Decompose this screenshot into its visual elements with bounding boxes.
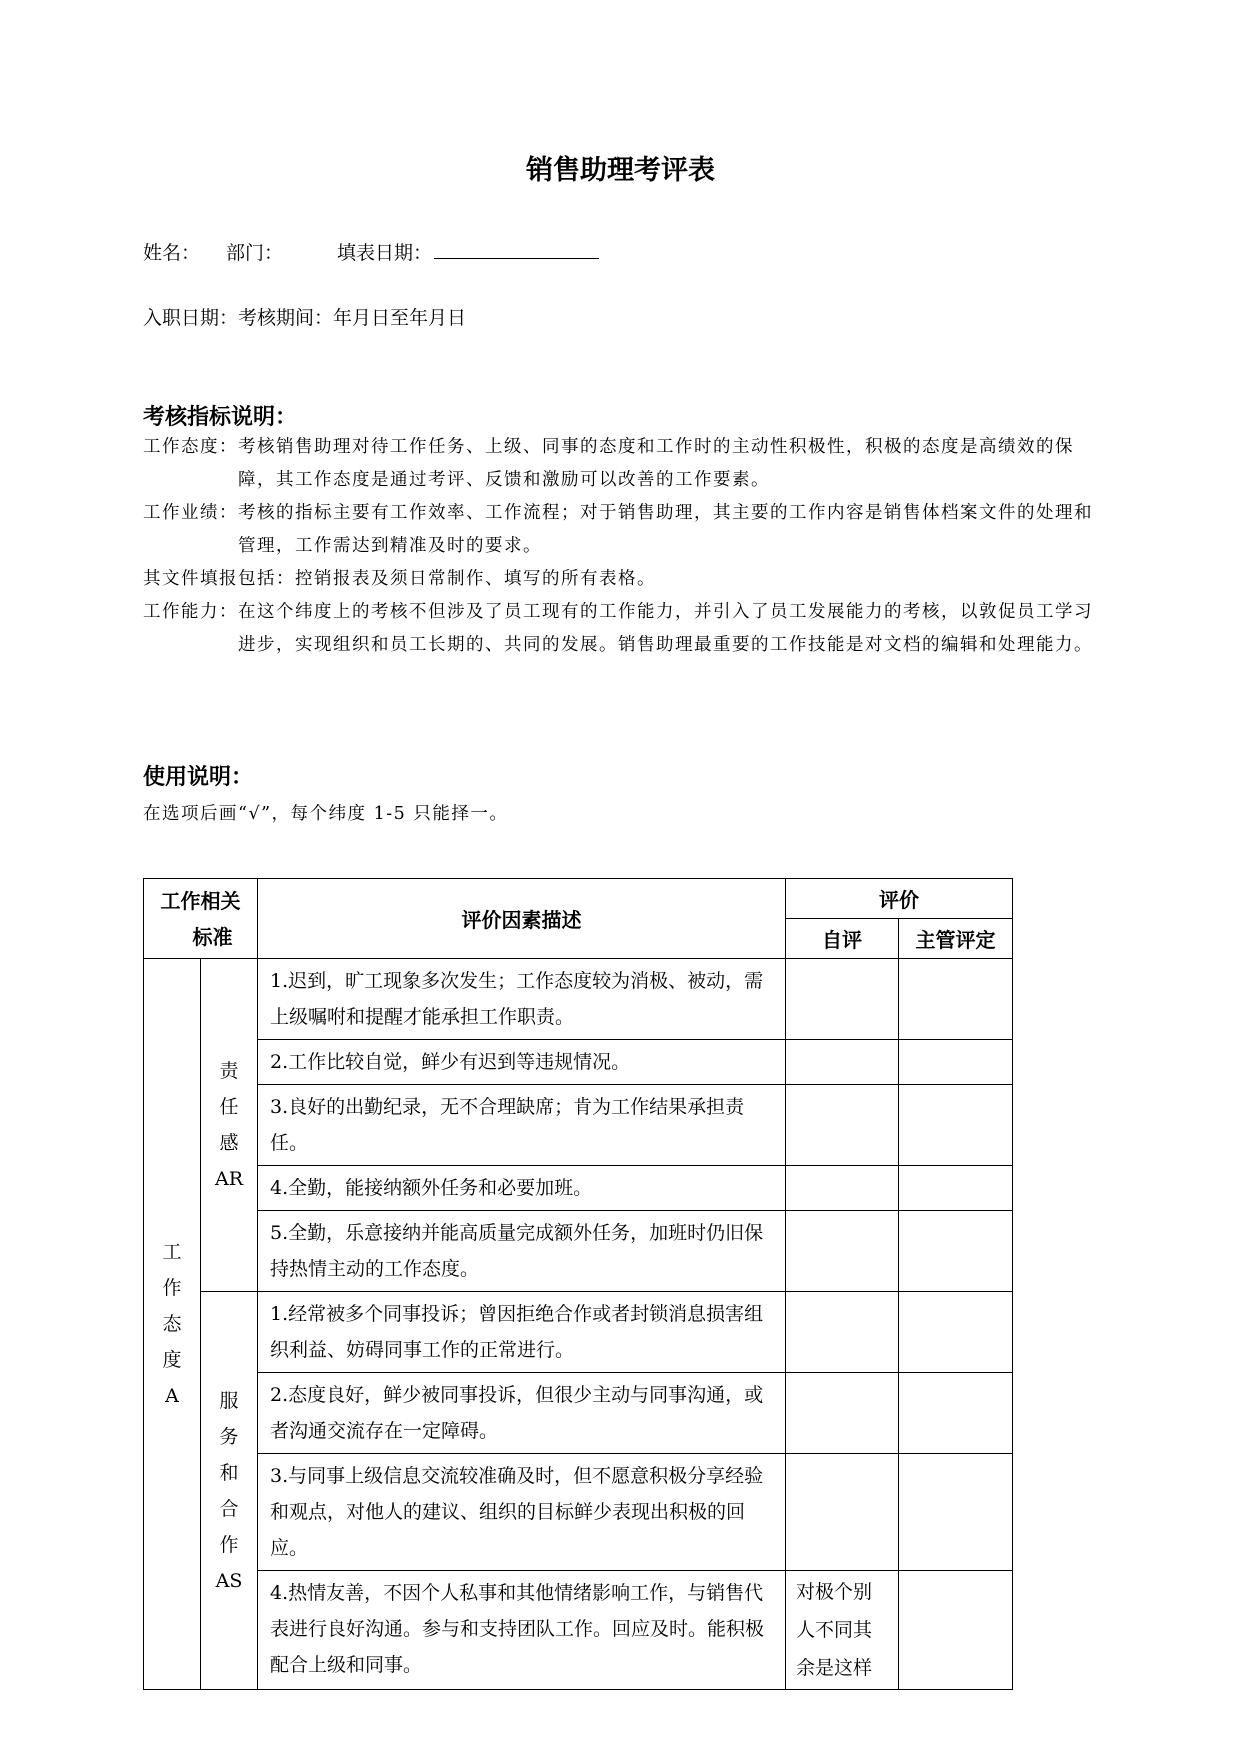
manager-eval-cell[interactable] bbox=[899, 959, 1013, 1040]
category-char: 作 bbox=[162, 1277, 182, 1299]
manager-eval-cell[interactable] bbox=[899, 1166, 1013, 1211]
sub-char: AS bbox=[215, 1569, 243, 1592]
usage-heading: 使用说明： bbox=[143, 765, 254, 790]
sub-char: 和 bbox=[219, 1461, 239, 1484]
ar-description-4: 4.全勤，能接纳额外任务和必要加班。 bbox=[258, 1166, 786, 1211]
ar-description-2: 2.工作比较自觉，鲜少有迟到等违规情况。 bbox=[258, 1040, 786, 1085]
table-row bbox=[144, 1292, 1013, 1373]
info-line-1 bbox=[143, 238, 599, 265]
table-row bbox=[144, 1040, 1013, 1085]
attitude-text: 考核销售助理对待工作任务、上级、同事的态度和工作时的主动性积极性，积极的态度是高绩效的保障，其工作态度是通过考评、反馈和激励可以改善的工作要素。 bbox=[238, 437, 1074, 490]
self-eval-header: 自评 bbox=[786, 919, 899, 959]
dept-label: 部门： bbox=[226, 242, 284, 264]
files-paragraph bbox=[143, 563, 1108, 596]
ability-label: 工作能力： bbox=[143, 602, 238, 622]
self-eval-cell[interactable] bbox=[786, 1211, 899, 1292]
as-description-4: 4.热情友善，不因个人私事和其他情绪影响工作，与销售代表进行良好沟通。参与和支持团队工作。回应及时。能积极配合上级和同事。 bbox=[258, 1571, 786, 1690]
self-eval-cell[interactable] bbox=[786, 1454, 899, 1571]
sub-category-responsibility bbox=[201, 959, 258, 1292]
manager-eval-cell[interactable] bbox=[899, 1085, 1013, 1166]
sub-char: 感 bbox=[219, 1132, 239, 1154]
header-row-1 bbox=[144, 879, 1013, 919]
category-char: 工 bbox=[162, 1241, 182, 1263]
performance-text: 考核的指标主要有工作效率、工作流程；对于销售助理，其主要的工作内容是销售体档案文件的处理和管理，工作需达到精准及时的要求。 bbox=[238, 503, 1093, 556]
evaluation-table bbox=[143, 878, 1013, 1690]
as-description-3: 3.与同事上级信息交流较准确及时，但不愿意积极分享经验和观点，对他人的建议、组织的目标鲜少表现出积极的回应。 bbox=[258, 1454, 786, 1571]
sub-char: 合 bbox=[219, 1497, 239, 1520]
manager-eval-cell[interactable] bbox=[899, 1040, 1013, 1085]
standard-header-line1: 工作相关 bbox=[160, 888, 241, 913]
self-eval-cell[interactable] bbox=[786, 1085, 899, 1166]
indicators-heading: 考核指标说明： bbox=[143, 405, 298, 430]
table-row bbox=[144, 959, 1013, 1040]
table-row bbox=[144, 1454, 1013, 1571]
name-label: 姓名： bbox=[143, 242, 201, 264]
sub-category-service bbox=[201, 1292, 258, 1690]
category-char: 态 bbox=[162, 1313, 182, 1335]
evaluation-header: 评价 bbox=[786, 879, 1013, 919]
ar-description-1: 1.迟到，旷工现象多次发生；工作态度较为消极、被动，需上级嘱咐和提醒才能承担工作职责。 bbox=[258, 959, 786, 1040]
attitude-label: 工作态度： bbox=[143, 437, 238, 457]
manager-eval-cell[interactable] bbox=[899, 1373, 1013, 1454]
manager-eval-cell[interactable] bbox=[899, 1571, 1013, 1690]
category-attitude bbox=[144, 959, 201, 1690]
table-row bbox=[144, 1211, 1013, 1292]
description-header: 评价因素描述 bbox=[258, 879, 786, 959]
fill-date-field[interactable] bbox=[434, 238, 599, 259]
self-eval-cell[interactable] bbox=[786, 1373, 899, 1454]
info-line-2: 入职日期：考核期间：年月日至年月日 bbox=[143, 307, 467, 329]
files-text: 其文件填报包括：控销报表及须日常制作、填写的所有表格。 bbox=[143, 569, 656, 589]
as-description-2: 2.态度良好，鲜少被同事投诉，但很少主动与同事沟通，或者沟通交流存在一定障碍。 bbox=[258, 1373, 786, 1454]
category-char: A bbox=[165, 1385, 179, 1407]
table-row bbox=[144, 1085, 1013, 1166]
self-eval-cell[interactable] bbox=[786, 1292, 899, 1373]
self-eval-cell[interactable] bbox=[786, 1166, 899, 1211]
standard-header bbox=[144, 879, 258, 959]
usage-text: 在选项后画“√”，每个纬度 1-5 只能择一。 bbox=[143, 804, 509, 824]
ar-description-3: 3.良好的出勤纪录，无不合理缺席；肯为工作结果承担责任。 bbox=[258, 1085, 786, 1166]
table-row bbox=[144, 1166, 1013, 1211]
sub-char: 责 bbox=[219, 1060, 239, 1082]
performance-paragraph bbox=[143, 497, 1108, 563]
manager-eval-cell[interactable] bbox=[899, 1454, 1013, 1571]
ability-text: 在这个纬度上的考核不但涉及了员工现有的工作能力，并引入了员工发展能力的考核，以敦促员工学习进步，实现组织和员工长期的、共同的发展。销售助理最重要的工作技能是对文档的编辑和处理能力。 bbox=[238, 602, 1093, 655]
sub-char: 服 bbox=[219, 1389, 239, 1412]
category-char: 度 bbox=[162, 1349, 182, 1371]
sub-char: 务 bbox=[219, 1425, 239, 1448]
manager-eval-cell[interactable] bbox=[899, 1211, 1013, 1292]
page-title: 销售助理考评表 bbox=[526, 155, 715, 186]
indicators-section bbox=[143, 431, 1108, 662]
manager-eval-header: 主管评定 bbox=[899, 919, 1013, 959]
sub-char: 任 bbox=[219, 1096, 239, 1118]
sub-char: 作 bbox=[219, 1533, 239, 1556]
ar-description-5: 5.全勤，乐意接纳并能高质量完成额外任务，加班时仍旧保持热情主动的工作态度。 bbox=[258, 1211, 786, 1292]
attitude-paragraph bbox=[143, 431, 1108, 497]
as-description-1: 1.经常被多个同事投诉；曾因拒绝合作或者封锁消息损害组织利益、妨碍同事工作的正常进行。 bbox=[258, 1292, 786, 1373]
fill-date-label: 填表日期： bbox=[337, 242, 433, 264]
table-row bbox=[144, 1373, 1013, 1454]
self-eval-cell[interactable] bbox=[786, 959, 899, 1040]
ability-paragraph bbox=[143, 596, 1108, 662]
standard-header-line2: 标准 bbox=[192, 924, 233, 949]
sub-char: AR bbox=[214, 1168, 244, 1190]
manager-eval-cell[interactable] bbox=[899, 1292, 1013, 1373]
performance-label: 工作业绩： bbox=[143, 503, 238, 523]
self-eval-cell[interactable] bbox=[786, 1040, 899, 1085]
self-eval-note[interactable]: 对极个别人不同其余是这样 bbox=[786, 1571, 899, 1690]
table-row bbox=[144, 1571, 1013, 1690]
